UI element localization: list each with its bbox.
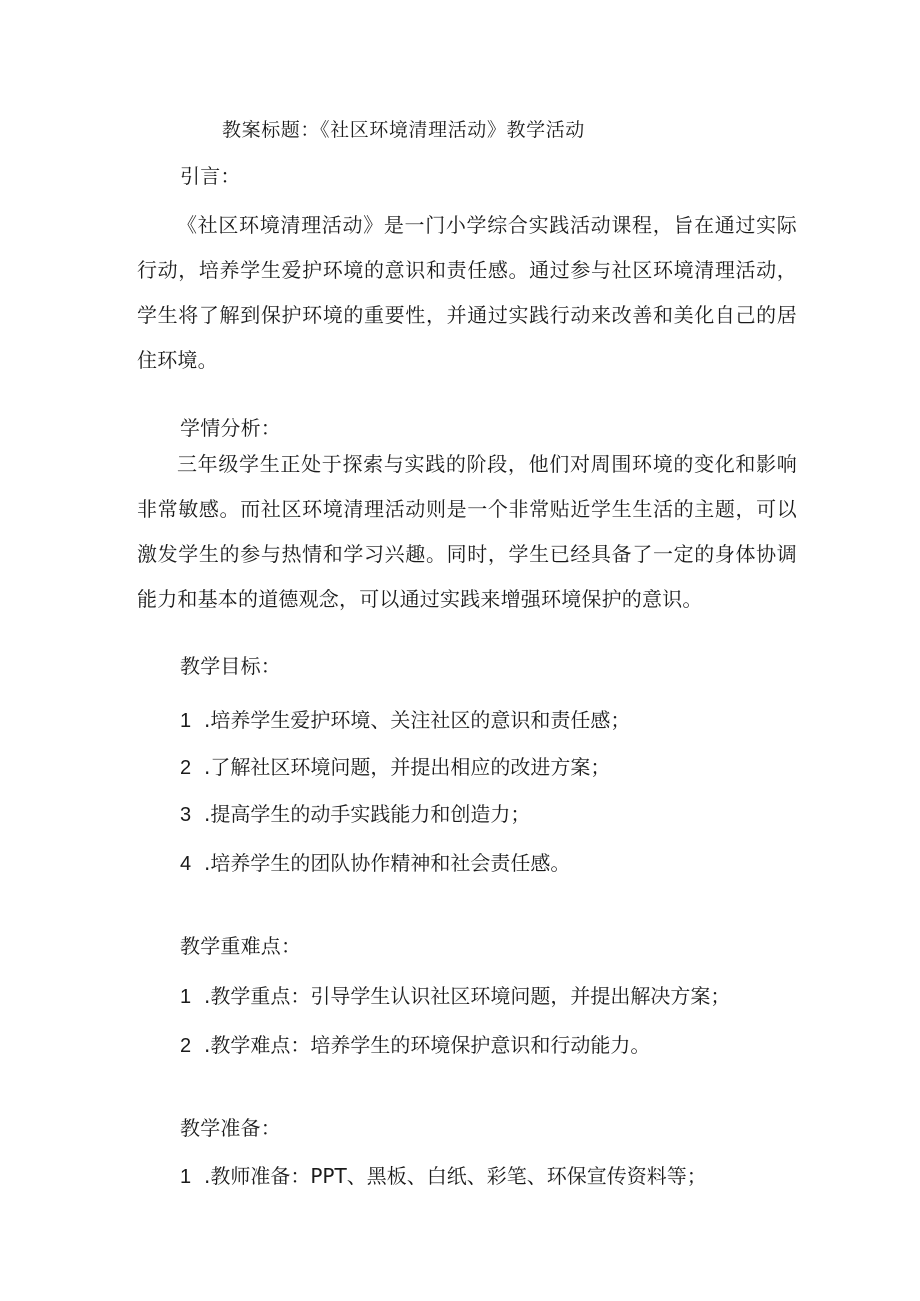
analysis-paragraph bbox=[137, 442, 797, 622]
goal-item-3 bbox=[180, 800, 530, 829]
focus-item-number: 2 bbox=[180, 1035, 192, 1057]
goal-item-2 bbox=[180, 753, 610, 782]
focus-item-text: .教学难点：培养学生的环境保护意识和行动能力。 bbox=[204, 1033, 651, 1057]
goal-item-number: 3 bbox=[180, 804, 192, 826]
goal-item-number: 4 bbox=[180, 853, 192, 875]
preparation-item-text: .教师准备：PPT、黑板、白纸、彩笔、环保宣传资料等； bbox=[204, 1164, 707, 1188]
goal-item-number: 2 bbox=[180, 757, 192, 779]
goal-item-4 bbox=[180, 849, 570, 878]
focus-item-text: .教学重点：引导学生认识社区环境问题，并提出解决方案； bbox=[204, 984, 731, 1008]
goal-item-number: 1 bbox=[180, 710, 192, 732]
goal-item-text: .培养学生的团队协作精神和社会责任感。 bbox=[204, 851, 571, 875]
preparation-item-number: 1 bbox=[180, 1166, 192, 1188]
document-title: 教案标题：《社区环境清理活动》教学活动 bbox=[222, 119, 585, 141]
analysis-heading: 学情分析： bbox=[180, 416, 281, 440]
goal-item-text: .培养学生爱护环境、关注社区的意识和责任感； bbox=[204, 708, 631, 732]
focus-item-1 bbox=[180, 982, 730, 1011]
intro-paragraph-text: 《社区环境清理活动》是一门小学综合实践活动课程，旨在通过实际行动，培养学生爱护环境的意识和责任感。通过参与社区环境清理活动，学生将了解到保护环境的重要性，并通过实践行动来改善和美化自己的居住环境。 bbox=[137, 213, 797, 372]
goals-heading: 教学目标： bbox=[180, 654, 281, 678]
preparation-item-1 bbox=[180, 1162, 707, 1191]
focus-item-number: 1 bbox=[180, 986, 192, 1008]
focus-heading: 教学重难点： bbox=[180, 934, 302, 958]
preparation-heading: 教学准备： bbox=[180, 1116, 281, 1140]
focus-item-2 bbox=[180, 1031, 650, 1060]
intro-heading: 引言： bbox=[180, 164, 241, 188]
goal-item-text: .了解社区环境问题，并提出相应的改进方案； bbox=[204, 755, 611, 779]
goal-item-text: .提高学生的动手实践能力和创造力； bbox=[204, 802, 531, 826]
analysis-paragraph-text: 三年级学生正处于探索与实践的阶段，他们对周围环境的变化和影响非常敏感。而社区环境清理活动则是一个非常贴近学生生活的主题，可以激发学生的参与热情和学习兴趣。同时，学生已经具备了一定的身体协调能力和基本的道德观念，可以通过实践来增强环境保护的意识。 bbox=[137, 452, 797, 611]
goal-item-1 bbox=[180, 706, 630, 735]
intro-paragraph bbox=[137, 203, 797, 383]
